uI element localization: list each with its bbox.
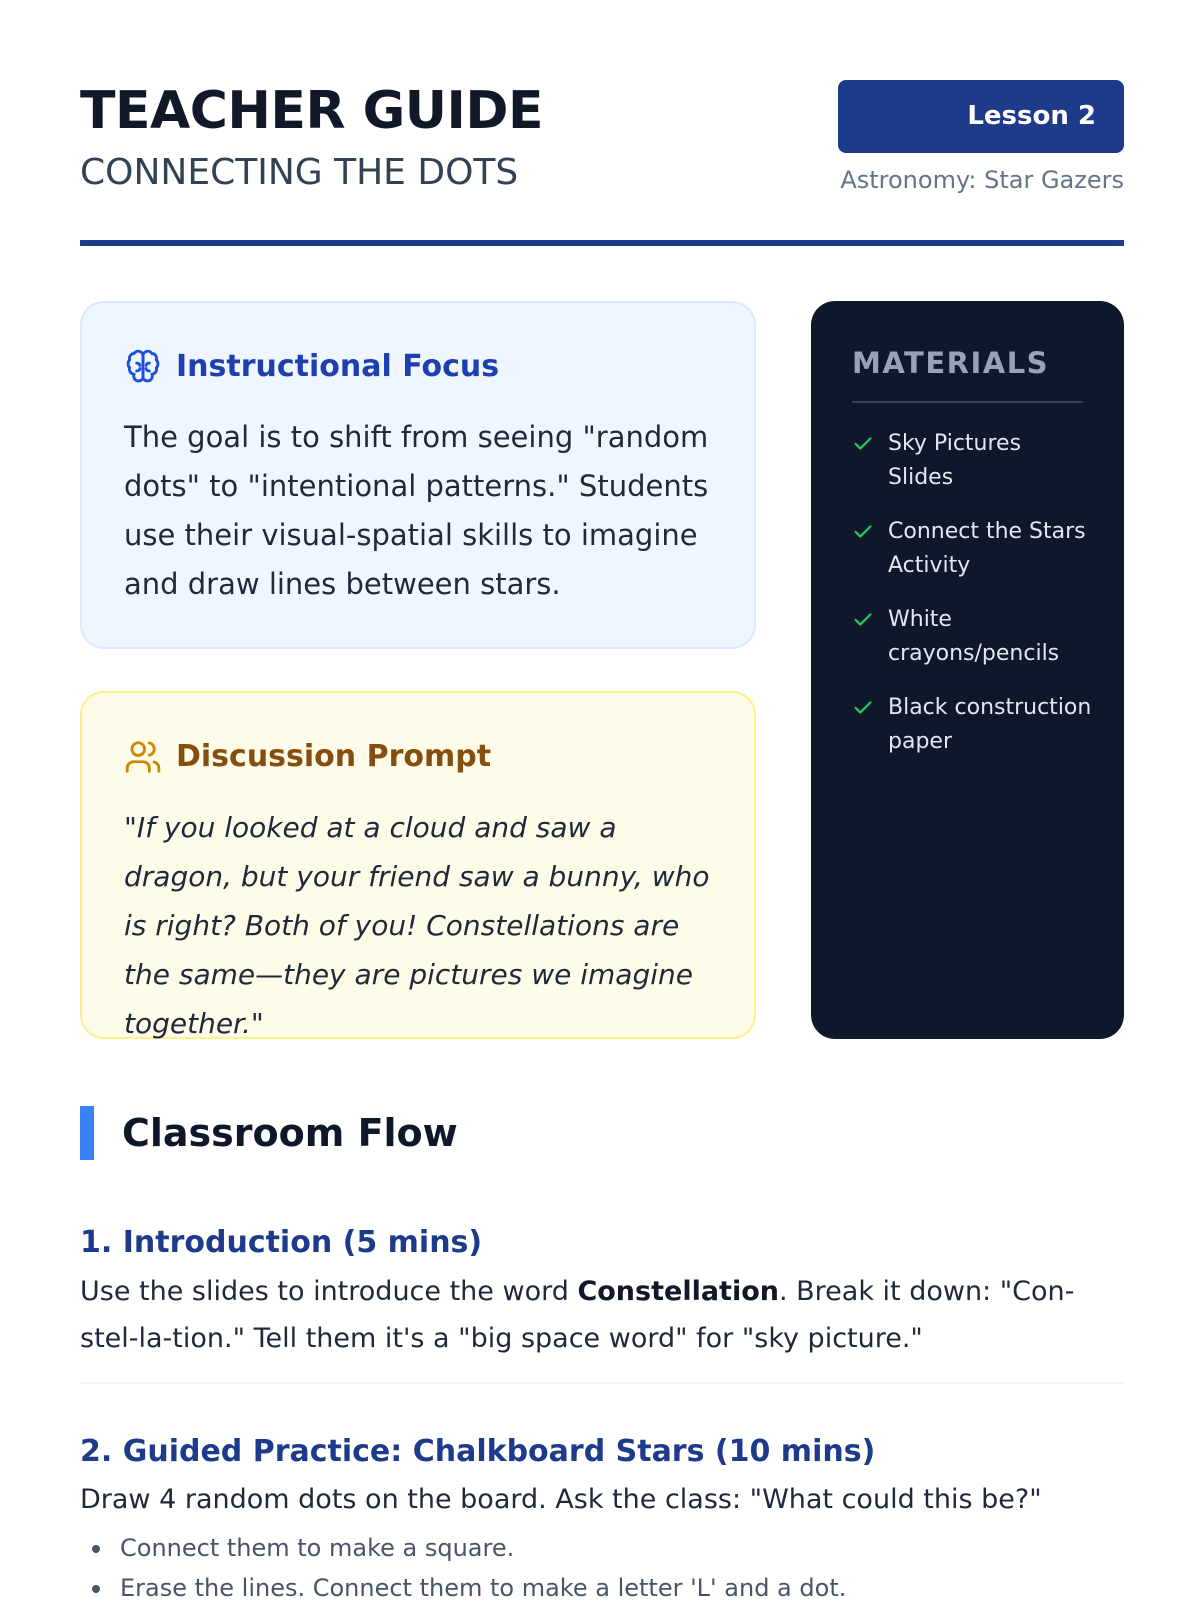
materials-panel (811, 301, 1124, 1039)
check-icon (852, 433, 874, 455)
page-title: TEACHER GUIDE (80, 81, 544, 141)
discussion-prompt-title: Discussion Prompt (176, 739, 492, 774)
material-label: Black construction paper (888, 695, 1092, 754)
step-1-keyword: Constellation (577, 1276, 779, 1307)
discussion-prompt-heading (124, 737, 491, 777)
step-2-text: Draw 4 random dots on the board. Ask the class: "What could this be?" (80, 1484, 1042, 1515)
discussion-prompt-card (80, 691, 756, 1039)
materials-list (852, 427, 1092, 779)
step-divider (80, 1382, 1124, 1384)
classroom-flow-heading (80, 1106, 458, 1160)
teacher-guide-page (80, 0, 1124, 1602)
step-1-title: 1. Introduction (5 mins) (80, 1225, 483, 1260)
discussion-prompt-text: "If you looked at a cloud and saw a dragon, but your friend saw a bunny, who is right? Both of you! Constellations are the same—they are pictures we imagine together." (124, 811, 710, 1040)
users-icon (124, 738, 162, 776)
step-2-bullets (80, 1528, 1124, 1608)
lesson-badge: Lesson 2 (838, 80, 1124, 153)
list-item: Erase the lines. Connect them to make a letter 'L' and a dot. (80, 1568, 1124, 1608)
accent-bar (80, 1106, 94, 1160)
check-icon (852, 521, 874, 543)
materials-title: MATERIALS (852, 346, 1050, 380)
step-2-title: 2. Guided Practice: Chalkboard Stars (10 mins) (80, 1434, 876, 1469)
course-name: Astronomy: Star Gazers (840, 166, 1124, 194)
check-icon (852, 697, 874, 719)
list-item: Connect them to make a square. (80, 1528, 1124, 1568)
instructional-focus-title: Instructional Focus (176, 349, 500, 384)
instructional-focus-card (80, 301, 756, 649)
step-1-text (80, 1268, 1124, 1362)
classroom-flow-title: Classroom Flow (122, 1111, 458, 1155)
header-divider (80, 240, 1124, 246)
materials-divider (852, 401, 1083, 403)
list-item (852, 515, 1092, 583)
brain-icon (124, 348, 162, 386)
list-item (852, 603, 1092, 671)
step-1-text-start: Use the slides to introduce the word (80, 1276, 578, 1307)
instructional-focus-text: The goal is to shift from seeing "random dots" to "intentional patterns." Students use their visual-spatial skills to imagine and draw lines between stars. (124, 420, 709, 601)
list-item (852, 691, 1092, 759)
check-icon (852, 609, 874, 631)
material-label: Connect the Stars Activity (888, 519, 1086, 578)
material-label: White crayons/pencils (888, 607, 1060, 666)
step-1-text-end: . Break it down: "Con-stel-la-tion." Tell them it's a "big space word" for "sky picture." (80, 1276, 1075, 1354)
page-subtitle: CONNECTING THE DOTS (80, 152, 519, 193)
list-item (852, 427, 1092, 495)
guide-header (80, 0, 1124, 248)
material-label: Sky Pictures Slides (888, 431, 1022, 490)
instructional-focus-heading (124, 347, 499, 387)
